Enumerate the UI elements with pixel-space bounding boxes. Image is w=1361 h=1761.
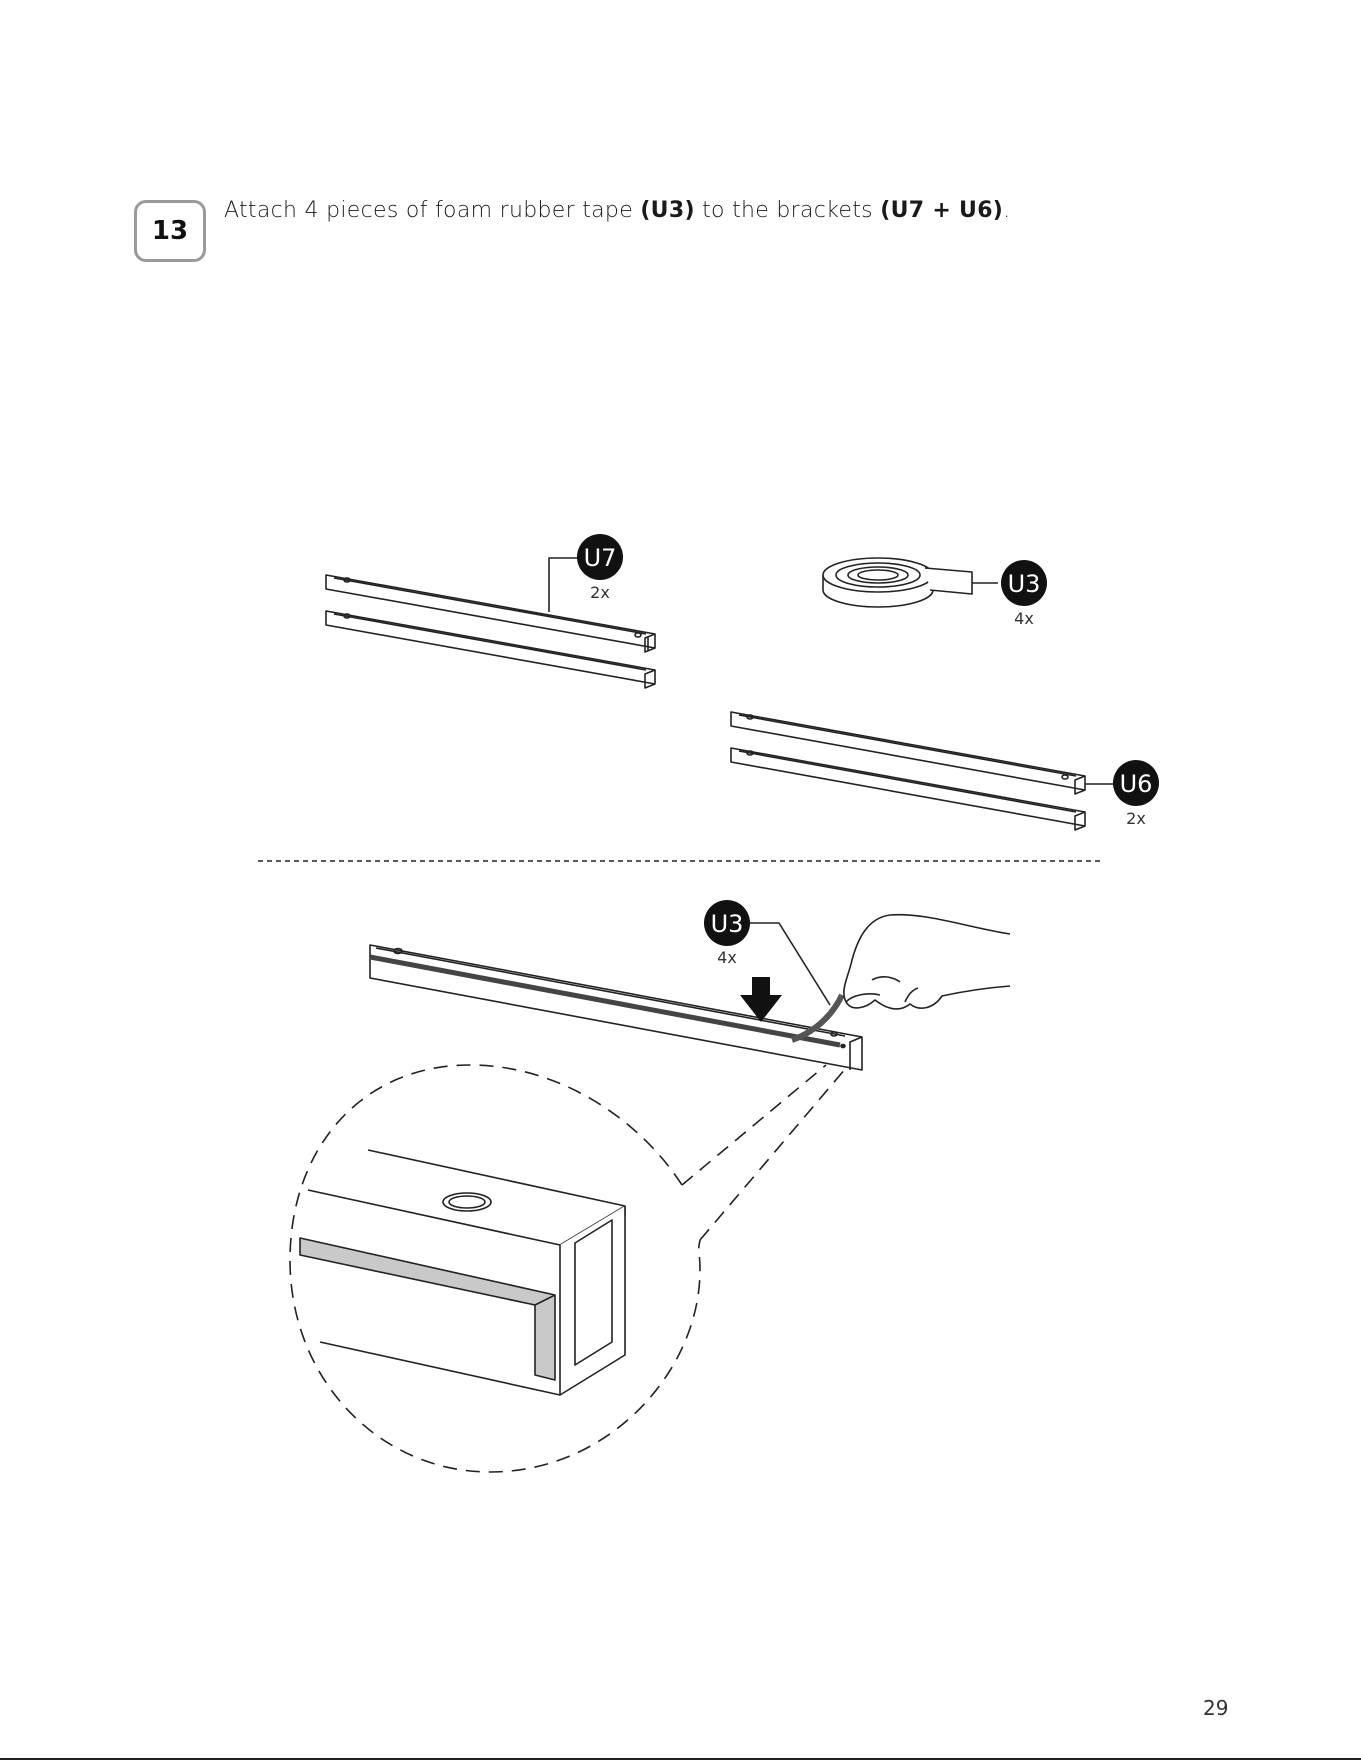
u3-qty: 4x bbox=[1014, 609, 1034, 628]
bracket-icon bbox=[370, 945, 862, 1070]
u6-brackets-icon bbox=[731, 712, 1115, 830]
instruction-part-u3: (U3) bbox=[640, 198, 695, 223]
u7-qty: 2x bbox=[590, 583, 610, 602]
bottom-rule bbox=[0, 1758, 1361, 1760]
magnifier-detail-icon bbox=[290, 1065, 846, 1472]
u7-label: U7 bbox=[583, 544, 617, 572]
u6-label: U6 bbox=[1119, 770, 1153, 798]
u6-qty: 2x bbox=[1126, 809, 1146, 828]
u3-callout-qty: 4x bbox=[717, 948, 737, 967]
tape-roll-icon bbox=[823, 558, 998, 607]
u3-callout-label: U3 bbox=[710, 910, 744, 938]
page-number: 29 bbox=[1203, 1696, 1229, 1720]
instruction-text-3: . bbox=[1003, 198, 1011, 223]
instruction-text-2: to the brackets bbox=[694, 198, 881, 223]
hand-icon bbox=[844, 915, 1010, 1009]
step-number: 13 bbox=[151, 216, 189, 246]
u3-label: U3 bbox=[1007, 570, 1041, 598]
instruction-text-1: Attach 4 pieces of foam rubber tape bbox=[224, 198, 641, 223]
instruction-part-brackets: (U7 + U6) bbox=[880, 198, 1004, 223]
